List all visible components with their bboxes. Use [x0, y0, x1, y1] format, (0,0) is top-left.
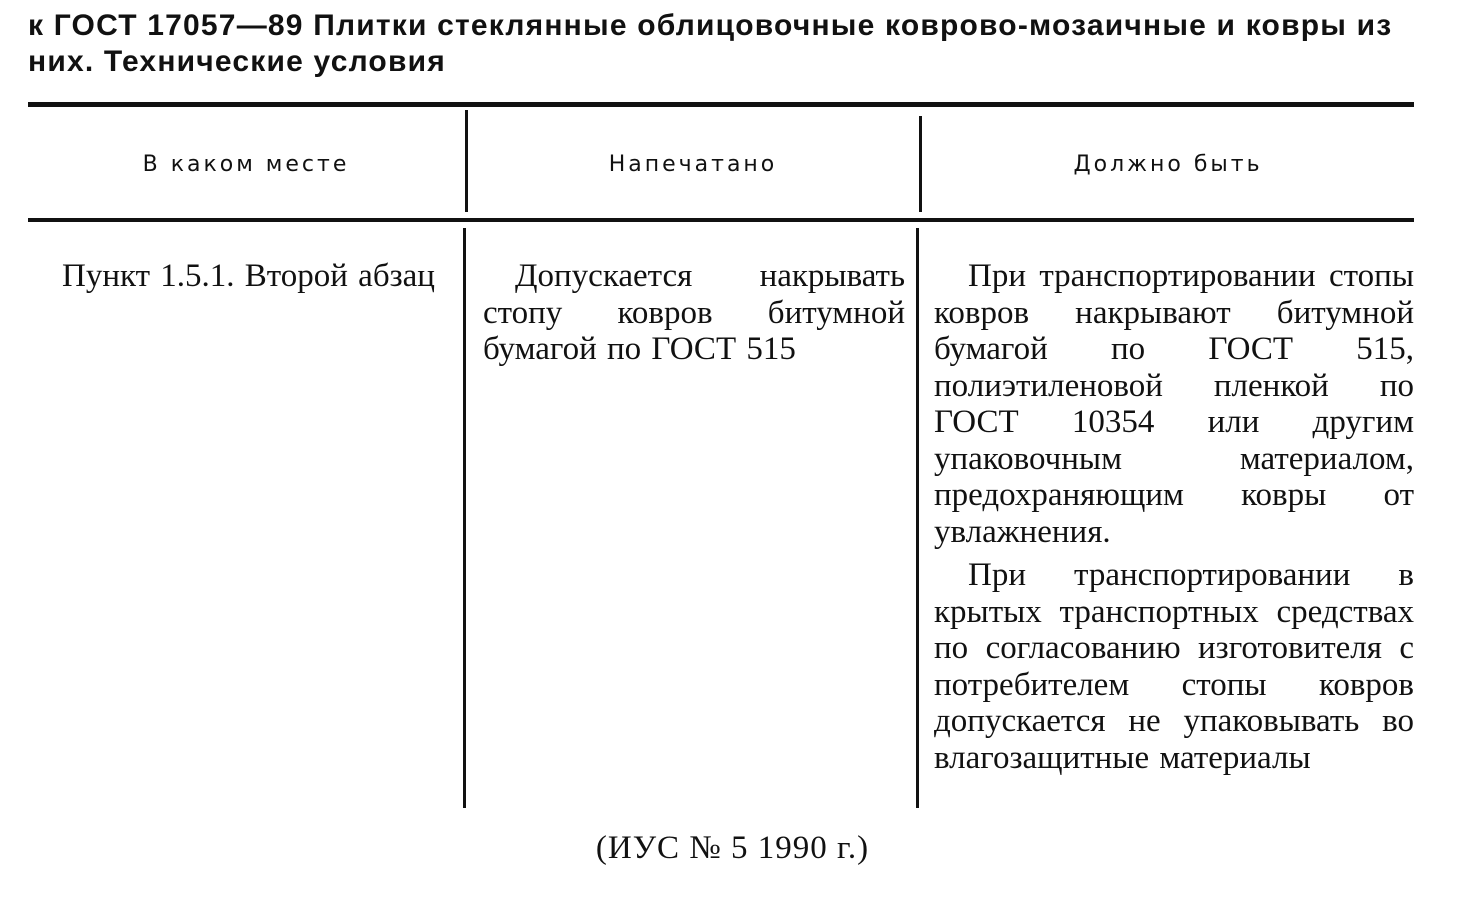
cell-where — [62, 258, 454, 295]
column-divider — [463, 228, 466, 808]
header-should-be: Должно быть — [1073, 152, 1263, 177]
cell-printed — [483, 258, 905, 368]
header-where: В каком месте — [142, 152, 350, 177]
top-rule — [28, 102, 1414, 107]
printed-text: Допускается накрывать стопу ковров битумной бумагой по ГОСТ 515 — [483, 258, 905, 367]
should-be-paragraph-2: При транспортировании в крытых транспортных средствах по согласованию изготовителя с потребителем стопы ковров допускается не упаковывать во влагозащитные материалы — [934, 557, 1414, 776]
column-divider — [916, 228, 919, 808]
header-printed: Напечатано — [608, 152, 778, 177]
should-be-paragraph-1: При транспортировании стопы ковров накрывают битумной бумагой по ГОСТ 515, полиэтиленовой пленкой по ГОСТ 10354 или другим упаковочным материалом, предохраняющим ковры от увлажнения. — [934, 258, 1414, 550]
where-text: Пункт 1.5.1. Второй абзац — [62, 258, 435, 294]
document-title: к ГОСТ 17057—89 Плитки стеклянные облицовочные коврово-мозаичные и ковры из них. Технические условия — [28, 9, 1393, 78]
header-rule — [28, 218, 1414, 222]
source-reference: (ИУС № 5 1990 г.) — [595, 830, 870, 866]
cell-should-be — [934, 258, 1414, 776]
